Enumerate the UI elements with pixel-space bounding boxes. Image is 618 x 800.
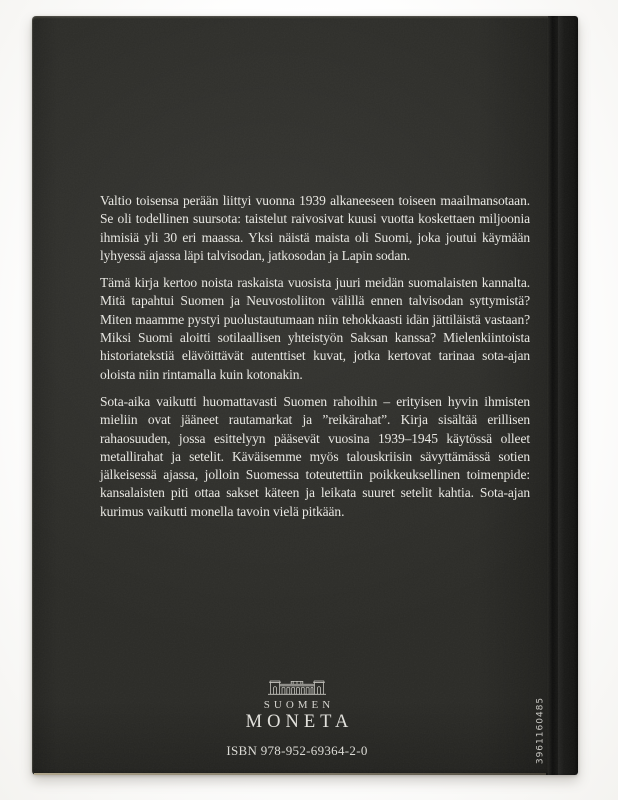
publisher-logo-block: [147, 676, 447, 733]
publisher-name-line2: MONETA: [245, 712, 354, 732]
cover-hinge-groove: [548, 16, 558, 775]
print-code-vertical: 3961160485: [535, 696, 546, 765]
book-back-cover: [32, 16, 578, 775]
blurb-paragraph: Sota-aika vaikutti huomattavasti Suomen rahoihin – erityisen hyvin ihmisten mieliin ovat jääneet rautamarkat ja ”reikärahat”. Kirja sisältää erillisen rahaosuuden, jossa esittelyyn pääsevät vuosina 1939–1945 käytössä olleet metallirahat ja setelit. Käväisemme myös talouskriisin sävyttämässä sotien jälkeisessä ajassa, jolloin Suomessa toteutettiin poikkeuksellinen toimenpide: kansalaisten piti ottaa sakset käteen ja leikata suuret setelit kahtia. Sota-ajan kurimus vaikutti monella tavoin vielä pitkään.: [100, 393, 530, 519]
publisher-name-line1: SUOMEN: [263, 699, 335, 711]
page-edge-bottom: [34, 773, 546, 775]
book-spine: [558, 16, 578, 775]
isbn-text: ISBN 978-952-69364-2-0: [226, 743, 368, 758]
mint-building-icon: [268, 676, 326, 696]
blurb-paragraph: Tämä kirja kertoo noista raskaista vuosista juuri meidän suomalaisten kannalta. Mitä tapahtui Suomen ja Neuvostoliiton välillä ennen talvisodan syttymistä? Miten maamme pystyi puolustautumaan niin tehokkaasti idän jättiläistä vastaan? Miksi Suomi aloitti sotilaallisen yhteistyön Saksan kanssa? Mielenkiintoista historiatekstiä elävöittävät autenttiset kuvat, jotka kertovat tarinaa sota-ajan oloista niin rintamalla kuin kotonakin.: [100, 275, 530, 382]
blurb-paragraph: Valtio toisensa perään liittyi vuonna 1939 alkaneeseen toiseen maailmansotaan. Se oli todellinen suursota: taistelut raivosivat kuusi vuotta koskettaen miljoonia ihmisiä yli 30 eri maassa. Yksi näistä maista oli Suomi, joka joutui käymään lyhyessä ajassa läpi talvisodan, jatkosodan ja Lapin sodan.: [100, 193, 530, 263]
back-cover-blurb: [100, 192, 530, 530]
